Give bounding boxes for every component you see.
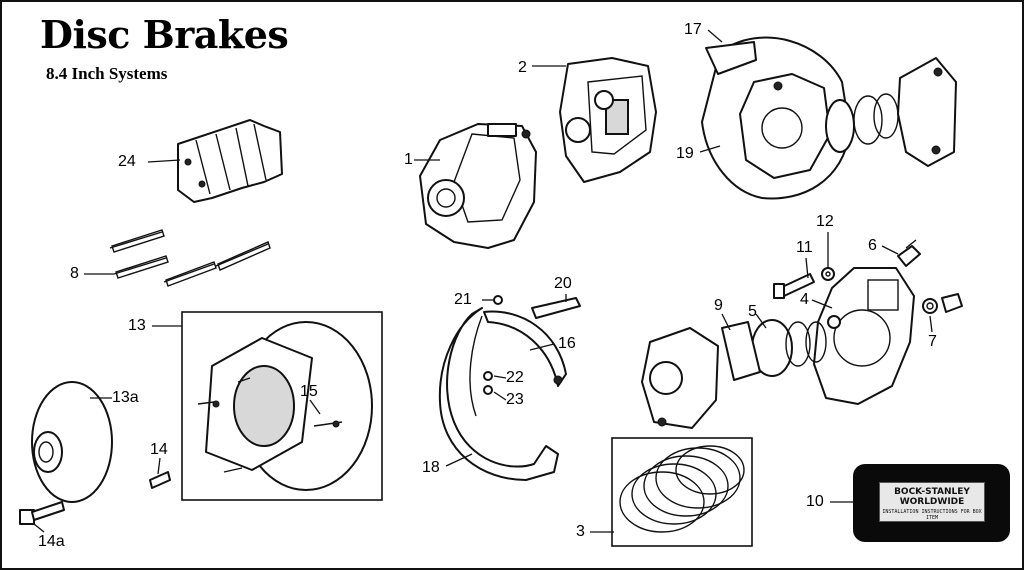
bleeder-screw-part-6	[898, 240, 920, 266]
page-subtitle: 8.4 Inch Systems	[46, 64, 168, 83]
caliper-housing-part-4	[814, 268, 914, 404]
booklet-caption: INSTALLATION INSTRUCTIONS FOR BOX ITEM	[882, 509, 982, 521]
caliper-cover	[642, 328, 718, 428]
bleeder-washer-part-7	[923, 294, 962, 313]
callout-23: 23	[506, 391, 524, 408]
instruction-booklet-part-10	[853, 464, 1010, 542]
brake-pads-part-24	[178, 120, 282, 202]
shield-bracket-part-16	[484, 312, 566, 386]
screw-part-21	[494, 296, 502, 304]
callout-3: 3	[576, 523, 585, 540]
callout-14: 14	[150, 441, 168, 458]
callout-22: 22	[506, 369, 524, 386]
callout-9: 9	[714, 297, 723, 314]
callout-12: 12	[816, 213, 834, 230]
shim-plate-part-9	[722, 322, 760, 380]
bracket-part-20	[532, 298, 580, 318]
splash-shield-assembly-part-19	[702, 38, 956, 199]
spring-kit-box-3	[612, 438, 752, 546]
callout-5: 5	[748, 303, 757, 320]
callout-2: 2	[518, 59, 527, 76]
callout-15: 15	[300, 383, 318, 400]
callout-19: 19	[676, 145, 694, 162]
callout-4: 4	[800, 291, 809, 308]
nut-part-22	[484, 372, 492, 380]
callout-10: 10	[806, 493, 824, 510]
booklet-label	[879, 482, 985, 522]
washer-part-23	[484, 386, 492, 394]
callout-18: 18	[422, 459, 440, 476]
washer-part-12	[822, 268, 834, 280]
callout-24: 24	[118, 153, 136, 170]
callout-11: 11	[796, 239, 813, 256]
callout-6: 6	[868, 237, 877, 254]
callout-8: 8	[70, 265, 79, 282]
caliper-part-2	[560, 58, 656, 182]
callout-21: 21	[454, 291, 472, 308]
bolt-part-14a	[20, 502, 64, 524]
callout-20: 20	[554, 275, 572, 292]
callout-14a: 14a	[38, 533, 65, 550]
stud-part-14	[150, 472, 170, 488]
callout-1: 1	[404, 151, 413, 168]
callout-13: 13	[128, 317, 146, 334]
callout-7: 7	[928, 333, 937, 350]
rotor-part-13a	[32, 382, 112, 502]
retaining-pins-part-8	[110, 230, 270, 286]
brand-logo-text: BOCK-STANLEY WORLDWIDE	[894, 487, 970, 507]
page-title: Disc Brakes	[40, 12, 289, 57]
hub-rotor-part-13	[198, 322, 372, 490]
callout-13a: 13a	[112, 389, 139, 406]
caliper-part-1	[420, 124, 536, 248]
callout-16: 16	[558, 335, 576, 352]
callout-17: 17	[684, 21, 702, 38]
springs-part-3	[620, 446, 744, 532]
